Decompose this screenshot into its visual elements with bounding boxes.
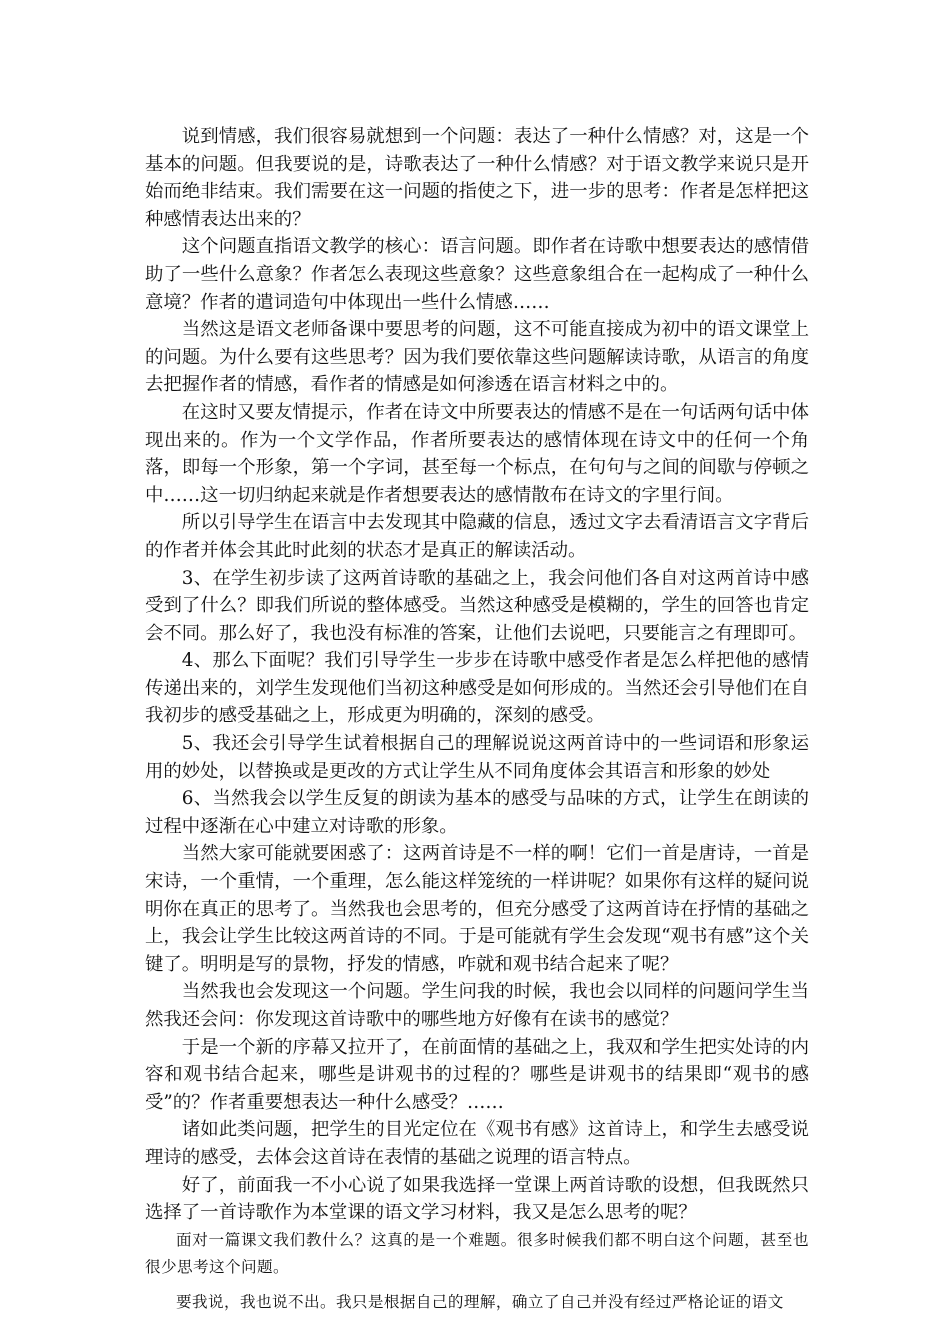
paragraph-4: 在这时又要友情提示，作者在诗文中所要表达的情感不是在一句话两句话中体现出来的。作为一个文学作品，作者所要表达的感情体现在诗文中的任何一个角落，即每一个形象，第一个字词，甚至每一个标点，在句句与之间的间歇与停顿之中……这一切归纳起来就是作者想要表达的感情散布在诗文的字里行间。 xyxy=(145,401,809,506)
paragraph-11: 当然我也会发现这一个问题。学生问我的时候，我也会以同样的问题问学生当然我还会问：你发现这首诗歌中的哪些地方好像有在读书的感觉？ xyxy=(145,981,809,1030)
document-body xyxy=(145,123,809,1316)
paragraph-3: 当然这是语文老师备课中要思考的问题，这不可能直接成为初中的语文课堂上的问题。为什么要有这些思考？因为我们要依靠这些问题解读诗歌，从语言的角度去把握作者的情感，看作者的情感是如何渗透在语言材料之中的。 xyxy=(145,319,809,396)
paragraph-5: 所以引导学生在语言中去发现其中隐藏的信息，透过文字去看清语言文字背后的作者并体会其此时此刻的状态才是真正的解读活动。 xyxy=(145,512,809,561)
paragraph-14: 好了，前面我一不小心说了如果我选择一堂课上两首诗歌的设想，但我既然只选择了一首诗歌作为本堂课的语文学习材料，我又是怎么思考的呢？ xyxy=(145,1174,809,1224)
paragraph-10: 当然大家可能就要困惑了：这两首诗是不一样的啊！它们一首是唐诗，一首是宋诗，一个重情，一个重理，怎么能这样笼统的一样讲呢？如果你有这样的疑问说明你在真正的思考了。当然我也会思考的，但充分感受了这两首诗在抒情的基础之上，我会让学生比较这两首诗的不同。于是可能就有学生会发现“观书有感”这个关键了。明明是写的景物，抒发的情感，咋就和观书结合起来了呢？ xyxy=(145,843,809,975)
paragraph-6: 3、在学生初步读了这两首诗歌的基础之上，我会问他们各自对这两首诗中感受到了什么？即我们所说的整体感受。当然这种感受是模糊的，学生的回答也肯定会不同。那么好了，我也没有标准的答案，让他们去说吧，只要能言之有理即可。 xyxy=(145,567,809,644)
paragraph-8: 5、我还会引导学生试着根据自己的理解说说这两首诗中的一些词语和形象运用的妙处，以替换或是更改的方式让学生从不同角度体会其语言和形象的妙处 xyxy=(145,733,809,782)
paragraph-7: 4、那么下面呢？我们引导学生一步步在诗歌中感受作者是怎么样把他的感情传递出来的，刘学生发现他们当初这种感受是如何形成的。当然还会引导他们在自我初步的感受基础之上，形成更为明确的，深刻的感受。 xyxy=(145,650,809,727)
paragraph-12: 于是一个新的序幕又拉开了，在前面情的基础之上，我双和学生把实处诗的内容和观书结合起来，哪些是讲观书的过程的？哪些是讲观书的结果即“观书的感受”的？作者重要想表达一种什么感受？…… xyxy=(145,1036,809,1113)
paragraph-16: 要我说，我也说不出。我只是根据自己的理解，确立了自己并没有经过严格论证的语文 xyxy=(176,1292,784,1311)
paragraph-2: 这个问题直指语文教学的核心：语言问题。即作者在诗歌中想要表达的感情借助了一些什么意象？作者怎么表现这些意象？这些意象组合在一起构成了一种什么意境？作者的遣词造句中体现出一些什么情感…… xyxy=(145,236,809,313)
paragraph-15: 面对一篇课文我们教什么？这真的是一个难题。很多时候我们都不明白这个问题，甚至也很少思考这个问题。 xyxy=(145,1230,809,1276)
paragraph-13: 诸如此类问题，把学生的目光定位在《观书有感》这首诗上，和学生去感受说理诗的感受，去体会这首诗在表情的基础之说理的语言特点。 xyxy=(145,1119,809,1168)
paragraph-1: 说到情感，我们很容易就想到一个问题：表达了一种什么情感？对，这是一个基本的问题。但我要说的是，诗歌表达了一种什么情感？对于语文教学来说只是开始而绝非结束。我们需要在这一问题的指使之下，进一步的思考：作者是怎样把这种感情表达出来的？ xyxy=(145,126,809,230)
paragraph-9: 6、当然我会以学生反复的朗读为基本的感受与品味的方式，让学生在朗读的过程中逐渐在心中建立对诗歌的形象。 xyxy=(145,788,809,837)
